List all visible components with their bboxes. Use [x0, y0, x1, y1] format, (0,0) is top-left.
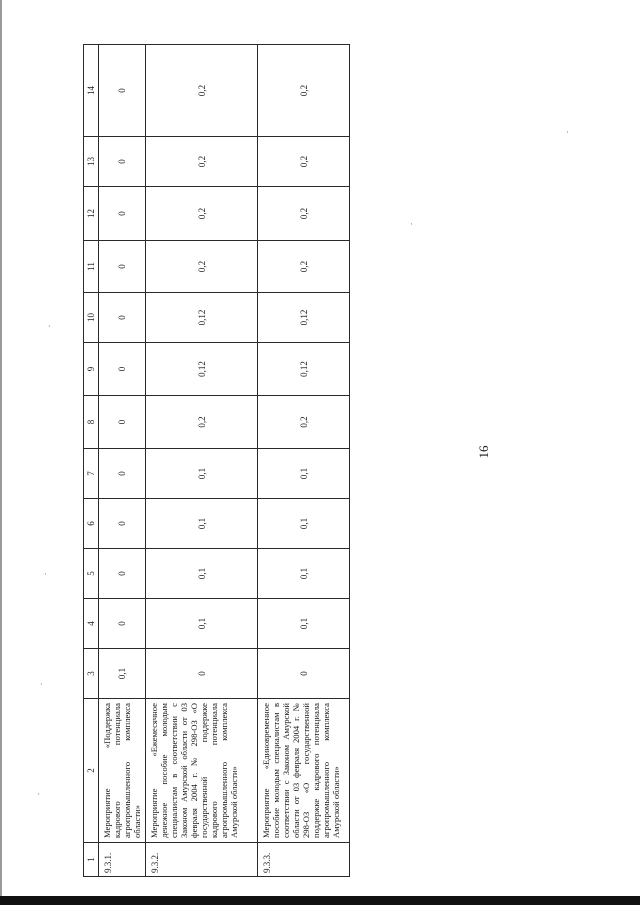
row-description: Мероприятие «Единовременное пособие молодым специалистам в соответствии с Законом Амурской области от 03 февраля 2004 г. № 298-ОЗ «О государственной поддержке кадрового потенциала агропромышленного комплекса Амурской области» [258, 699, 350, 843]
table-cell: 0,1 [146, 499, 258, 549]
page-number: 16 [476, 445, 491, 459]
scan-speck: · [37, 789, 40, 799]
table-cell: 0,12 [146, 343, 258, 396]
table-cell: 0,1 [258, 599, 350, 649]
table-cell: 0,2 [258, 241, 350, 293]
table-cell: 0 [146, 649, 258, 699]
table-cell: 0,2 [146, 187, 258, 241]
column-header: 6 [84, 499, 99, 549]
column-header: 2 [84, 699, 99, 843]
table-cell: 0,2 [258, 45, 350, 137]
column-header: 1 [84, 843, 99, 877]
row-description: Мероприятие «Поддержка кадрового потенциала агропромышленного комплекса области» [99, 699, 146, 843]
table-cell: 0,12 [146, 293, 258, 343]
column-header: 14 [84, 45, 99, 137]
table-cell: 0,2 [146, 137, 258, 187]
column-header: 10 [84, 293, 99, 343]
program-table [83, 44, 350, 877]
table-cell: 0,2 [146, 45, 258, 137]
column-header: 9 [84, 343, 99, 396]
row-code: 9.3.2. [146, 843, 258, 877]
scan-speck: · [48, 321, 51, 331]
scan-speck: · [44, 569, 47, 579]
table-row [99, 45, 146, 877]
table-cell: 0 [99, 499, 146, 549]
table-cell: 0,2 [146, 396, 258, 449]
column-header: 13 [84, 137, 99, 187]
table-cell: 0 [99, 599, 146, 649]
table-cell: 0 [99, 137, 146, 187]
row-description: Мероприятие «Ежемесячное денежное пособие молодым специалистам в соответствии с Законом Амурской области от 03 февраля 2004 г. № 298-ОЗ «О государственной поддержке кадрового потенциала агропромышленного комплекса Амурской области» [146, 699, 258, 843]
table-cell: 0 [99, 549, 146, 599]
table-cell: 0 [99, 293, 146, 343]
column-header: 8 [84, 396, 99, 449]
table-cell: 0 [99, 241, 146, 293]
table-cell: 0,12 [258, 293, 350, 343]
column-header: 5 [84, 549, 99, 599]
row-code: 9.3.1. [99, 843, 146, 877]
table-cell: 0 [258, 649, 350, 699]
table-cell: 0,1 [258, 549, 350, 599]
table-cell: 0,1 [146, 449, 258, 499]
table-cell: 0,1 [258, 449, 350, 499]
column-header: 7 [84, 449, 99, 499]
table-cell: 0,2 [258, 396, 350, 449]
scan-edge-left [0, 0, 2, 896]
table-cell: 0 [99, 396, 146, 449]
table-cell: 0 [99, 449, 146, 499]
table-row [146, 45, 258, 877]
column-header: 12 [84, 187, 99, 241]
column-header: 4 [84, 599, 99, 649]
scan-speck: · [40, 679, 43, 689]
table-cell: 0,12 [258, 343, 350, 396]
table-cell: 0,1 [99, 649, 146, 699]
row-code: 9.3.3. [258, 843, 350, 877]
header-row [84, 45, 99, 877]
scan-speck: · [410, 219, 413, 229]
table-cell: 0,2 [258, 137, 350, 187]
table-cell: 0,1 [258, 499, 350, 549]
table-row [258, 45, 350, 877]
column-header: 11 [84, 241, 99, 293]
table-cell: 0 [99, 187, 146, 241]
table-cell: 0 [99, 343, 146, 396]
table-cell: 0 [99, 45, 146, 137]
scan-speck: · [566, 127, 569, 137]
table-cell: 0,1 [146, 549, 258, 599]
table-cell: 0,1 [146, 599, 258, 649]
rotated-table-container [83, 45, 345, 877]
scan-edge-bottom [0, 896, 640, 905]
column-header: 3 [84, 649, 99, 699]
table-cell: 0,2 [258, 187, 350, 241]
table-cell: 0,2 [146, 241, 258, 293]
